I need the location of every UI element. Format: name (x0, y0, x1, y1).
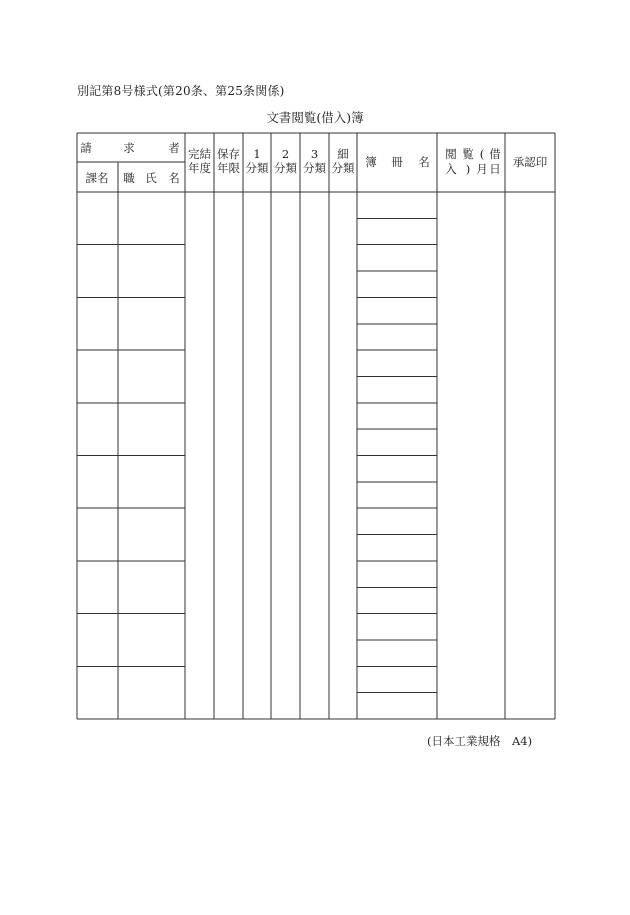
header-label: 氏 (145, 171, 157, 185)
document-title: 文書閲覧(借入)簿 (266, 110, 364, 125)
header-label: 保存 (217, 147, 240, 161)
header-label: 月 (476, 162, 488, 176)
header-label: 課名 (85, 171, 109, 185)
header-label: 2 (281, 147, 290, 161)
table-grid (77, 133, 555, 719)
header-label: 完結 (188, 147, 211, 161)
header-label: 簿 (365, 155, 377, 169)
header-label: ) (465, 162, 471, 176)
header-label: ( (479, 147, 485, 161)
header-label: 日 (489, 162, 501, 176)
header-label: 分類 (274, 161, 297, 175)
header-label: 分類 (331, 161, 355, 175)
header-label: 細 (337, 147, 349, 161)
header-label: 3 (310, 147, 319, 161)
form-reference: 別記第8号様式(第20条、第25条関係) (77, 84, 285, 98)
header-label: 者 (168, 141, 180, 155)
header-label: 名 (168, 171, 180, 185)
header-label: 入 (445, 162, 457, 176)
header-label: 年度 (188, 161, 211, 175)
header-label: 名 (418, 155, 430, 169)
table-header-labels (80, 141, 547, 185)
header-label: 職 (123, 171, 135, 185)
header-label: 1 (253, 147, 261, 161)
header-label: 承認印 (512, 155, 548, 169)
header-label: 分類 (245, 161, 269, 175)
header-label: 求 (123, 141, 135, 155)
header-label: 借 (489, 147, 501, 161)
paper-size-note: (日本工業規格 A4) (427, 734, 533, 748)
header-label: 分類 (303, 161, 326, 175)
header-label: 年限 (217, 161, 240, 175)
header-label: 覧 (462, 147, 474, 161)
header-label: 閲 (445, 147, 457, 161)
header-label: 請 (80, 141, 92, 155)
header-label: 冊 (391, 155, 403, 169)
